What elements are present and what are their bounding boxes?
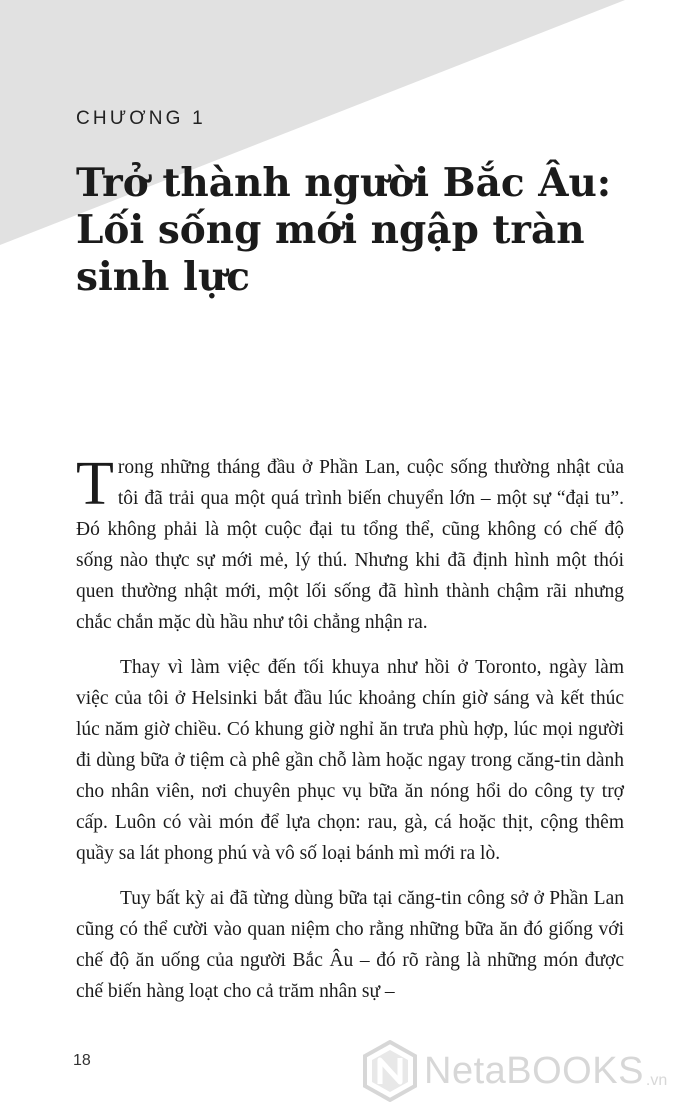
chapter-title-line: Trở thành người Bắc Âu: [76, 160, 612, 206]
chapter-title [76, 160, 676, 301]
watermark-text: NetaBOOKS [424, 1049, 644, 1092]
body-text [76, 452, 624, 1021]
watermark [362, 1040, 667, 1102]
chapter-label: CHƯƠNG 1 [76, 108, 206, 129]
drop-cap: T [76, 450, 114, 518]
watermark-tld: .vn [645, 1072, 668, 1089]
paragraph: Thay vì làm việc đến tối khuya như hồi ở Toronto, ngày làm việc của tôi ở Helsinki bắt đầu lúc khoảng chín giờ sáng và kết thúc lúc năm giờ chiều. Có khung giờ nghỉ ăn trưa phù hợp, lúc mọi người đi dùng bữa ở tiệm cà phê gần chỗ làm hoặc ngay trong căng-tin dành cho nhân viên, nơi chuyên phục vụ bữa ăn nóng hổi do công ty trợ cấp. Luôn có vài món để lựa chọn: rau, gà, cá hoặc thịt, cộng thêm quầy sa lát phong phú và vô số loại bánh mì mới ra lò. [76, 657, 624, 864]
chapter-title-line: sinh lực [76, 254, 250, 300]
netabooks-logo-icon [362, 1040, 418, 1102]
paragraph: Tuy bất kỳ ai đã từng dùng bữa tại căng-tin công sở ở Phần Lan cũng có thể cười vào quan niệm cho rằng những bữa ăn đó giống với chế độ ăn uống của người Bắc Âu – đó rõ ràng là những món được chế biến hàng loạt cho cả trăm nhân sự – [76, 888, 624, 1002]
paragraph-text: rong những tháng đầu ở Phần Lan, cuộc sống thường nhật của tôi đã trải qua một quá trình biến chuyển lớn – một sự “đại tu”. Đó không phải là một cuộc đại tu tổng thể, cũng không có chế độ sống nào thực sự mới mẻ, lý thú. Nhưng khi đã định hình một thói quen thường nhật mới, một lối sống đã hình thành chậm rãi nhưng chắc chắn mặc dù hầu như tôi chẳng nhận ra. [76, 457, 624, 633]
page-number: 18 [73, 1052, 91, 1069]
chapter-title-line: Lối sống mới ngập tràn [76, 207, 585, 253]
paragraph [76, 452, 624, 638]
